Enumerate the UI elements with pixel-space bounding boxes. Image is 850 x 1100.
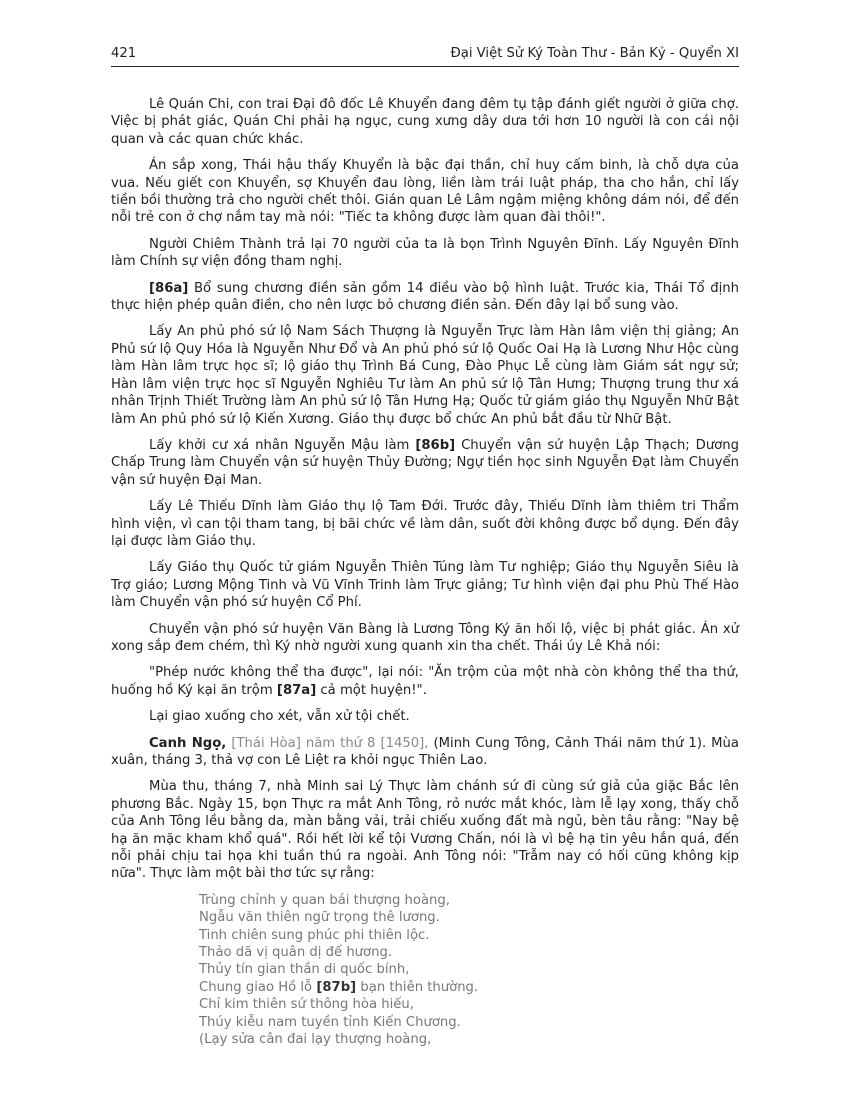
paragraph-6 xyxy=(111,437,739,489)
page-ref-86a: [86a] xyxy=(149,280,189,296)
paragraph-9: Chuyển vận phó sứ huyện Văn Bàng là Lương Tông Ký ăn hối lộ, việc bị phát giác. Án xử xong sắp đem chém, thì Ký nhờ người xung quanh xin tha chết. Thái úy Lê Khả nói: xyxy=(111,621,739,654)
poem-line: Thủy tín gian thần di quốc bính, xyxy=(199,962,410,978)
poem-line xyxy=(199,979,739,996)
page-ref-87a: [87a] xyxy=(276,682,317,698)
paragraph-11: Lại giao xuống cho xét, vẫn xử tội chết. xyxy=(149,709,410,725)
running-title: Đại Việt Sử Ký Toàn Thư - Bản Kỷ - Quyển XI xyxy=(450,46,739,61)
page-ref-87b: [87b] xyxy=(316,979,357,995)
page-ref-86b: [86b] xyxy=(415,437,456,453)
page-body xyxy=(111,96,739,1049)
paragraph-6-before: Lấy khởi cư xá nhân Nguyễn Mậu làm xyxy=(149,437,416,453)
paragraph-2: Án sắp xong, Thái hậu thấy Khuyển là bậc đại thần, chỉ huy cấm binh, là chỗ dựa của vua. Nếu giết con Khuyển, sợ Khuyển đau lòng, liền làm trái luật pháp, tha cho hắn, chỉ lấy tiền bồi thường trả cho người chết thôi. Gián quan Lê Lâm ngậm miệng không dám nói, để đến nỗi trẻ con ở chợ nắm tay mà nói: "Tiếc ta không được làm quan đài thôi!". xyxy=(111,158,739,226)
paragraph-10-before: "Phép nước không thể tha được", lại nói: "Ăn trộm của một nhà còn không thể tha thứ, huống hồ Ký kại ăn trộm xyxy=(111,665,739,698)
poem-line-before: Chung giao Hồ lỗ xyxy=(199,979,317,995)
paragraph-3: Người Chiêm Thành trả lại 70 người của ta là bọn Trình Nguyên Đĩnh. Lấy Nguyên Đĩnh làm Chính sự viện đồng tham nghị. xyxy=(111,236,739,270)
page-header xyxy=(111,46,739,67)
paragraph-13: Mùa thu, tháng 7, nhà Minh sai Lý Thực làm chánh sứ đi cùng sứ giả của giặc Bắc lên phương Bắc. Ngày 15, bọn Thực ra mắt Anh Tông, rỏ nước mắt khóc, làm lễ lạy xong, thấy chỗ của Anh Tông lều bằng da, màn bằng vải, trải chiếu xuống đất mà ngủ, bèn tâu rằng: "Nay bệ hạ ăn mặc kham khổ quá". Rồi hết lời kể tội Vương Chấn, nói là vì bệ hạ tin yêu hắn quá, đến nỗi phải chịu tai họa khi tuần thú ra ngoài. Anh Tông nói: "Trẫm nay có hối cũng không kịp nữa". Thực làm một bài thơ tức sự rằng: xyxy=(111,779,739,882)
paragraph-8: Lấy Giáo thụ Quốc tử giám Nguyễn Thiên Túng làm Tư nghiệp; Giáo thụ Nguyễn Siêu là Trợ giáo; Lương Mộng Tinh và Vũ Vĩnh Trinh làm Trực giảng; Tư hình viện đại phu Phù Thế Hào làm Chuyển vận phó sứ huyện Cổ Phí. xyxy=(111,560,739,611)
poem-block xyxy=(199,892,739,1049)
poem-line: (Lạy sửa cân đai lạy thượng hoàng, xyxy=(199,1032,432,1048)
year-heading: Canh Ngọ, xyxy=(149,735,227,751)
paragraph-6-after: Chuyển vận sứ huyện Lập Thạch; Dương Chấp Trung làm Chuyển vận sứ huyện Thủy Đường; Ngự tiền học sinh Nguyễn Đạt làm Chuyển vận sứ huyện Đại Man. xyxy=(111,437,739,488)
paragraph-7: Lấy Lê Thiếu Dĩnh làm Giáo thụ lộ Tam Đới. Trước đây, Thiếu Dĩnh làm thiêm tri Thẩm hình viện, vì can tội tham tang, bị bãi chức về làm dân, suốt đời không được bổ dụng. Đến đây lại được làm Giáo thụ. xyxy=(111,499,739,549)
poem-line: Thảo dã vị quân dị đế hương. xyxy=(199,945,393,961)
paragraph-12 xyxy=(111,735,739,770)
paragraph-4-text: Bổ sung chương điền sản gồm 14 điều vào bộ hình luật. Trước kia, Thái Tổ định thực hiện phép quân điền, cho nên lược bỏ chương điền sản. Đến đây lại bổ sung vào. xyxy=(111,280,739,314)
poem-line: Thúy kiễu nam tuyền tỉnh Kiến Chương. xyxy=(199,1014,461,1030)
reign-year: [Thái Hòa] năm thứ 8 [1450], xyxy=(226,735,429,751)
poem-line: Chỉ kim thiên sứ thông hòa hiếu, xyxy=(199,997,414,1013)
paragraph-1: Lê Quán Chi, con trai Đại đô đốc Lê Khuyển đang đêm tụ tập đánh giết người ở giữa chợ. Việc bị phát giác, Quán Chi phải hạ ngục, cung xưng dây dưa tới hơn 10 người là con cái nội quan và các quan chức khác. xyxy=(111,97,739,147)
poem-line: Ngẫu văn thiên ngữ trọng thê lương. xyxy=(199,910,440,926)
paragraph-5: Lấy An phủ phó sứ lộ Nam Sách Thượng là Nguyễn Trực làm Hàn lâm viện thị giảng; An Phủ sứ lộ Quy Hóa là Nguyễn Như Đổ và An phủ phó sứ lộ Quốc Oai Hạ là Lương Như Hộc cùng làm Hàn lâm trực học sĩ; lộ giáo thụ Trình Bá Cung, Đào Phục Lễ cùng làm Giám sát ngự sử; Hàn lâm viện trực học sĩ Nguyễn Nghiêu Tư làm An phủ sứ lộ Tân Hưng; Thượng trung thư xá nhân Trịnh Thiết Trường làm An phủ sứ lộ Tân Hưng Hạ; Quốc tử giám giáo thụ Nguyễn Nhữ Bật làm An phủ phó sứ lộ Kiến Xương. Giáo thụ được bổ chức An phủ bắt đầu từ Nhữ Bật. xyxy=(111,324,739,427)
paragraph-10 xyxy=(111,664,739,699)
page-number: 421 xyxy=(111,46,137,61)
poem-line-after: bạn thiên thường. xyxy=(356,979,479,995)
paragraph-4 xyxy=(111,280,739,315)
paragraph-12-text: (Minh Cung Tông, Cảnh Thái năm thứ 1). Mùa xuân, tháng 3, thả vợ con Lê Liệt ra khỏi ngục Thiên Lao. xyxy=(111,735,739,768)
paragraph-10-after: cả một huyện!". xyxy=(316,682,427,698)
poem-line: Trùng chỉnh y quan bái thượng hoàng, xyxy=(199,892,450,908)
poem-line: Tinh chiên sung phúc phi thiên lộc. xyxy=(199,927,430,943)
